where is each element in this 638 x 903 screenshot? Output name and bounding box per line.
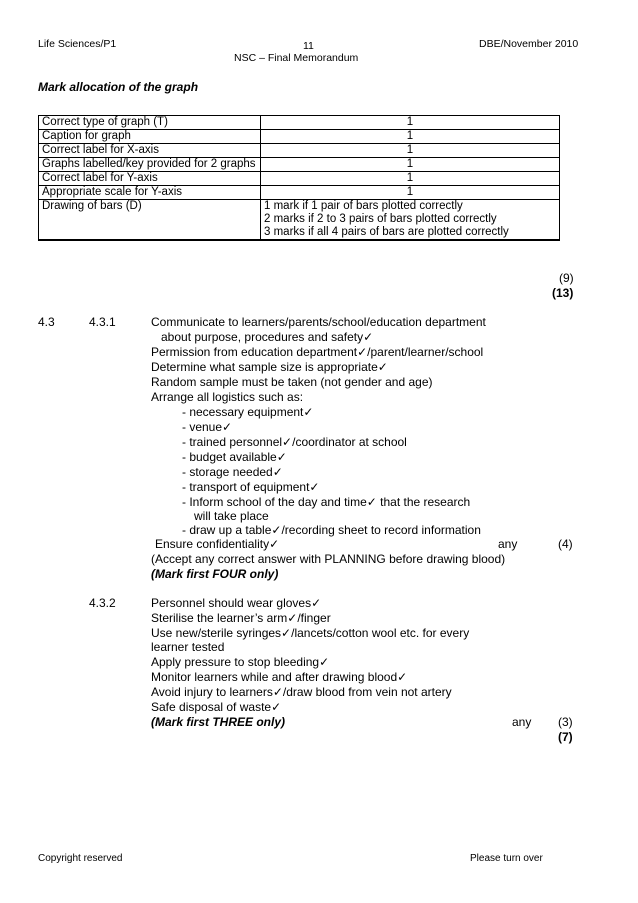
criterion-cell: Drawing of bars (D): [39, 200, 261, 241]
answer-line: (Accept any correct answer with PLANNING before drawing blood): [151, 552, 506, 566]
subquestion-number: 4.3.2: [89, 596, 116, 610]
footer-turn-over: Please turn over: [470, 853, 543, 864]
question-number: 4.3: [38, 315, 55, 329]
answer-line: Avoid injury to learners✓/draw blood from vein not artery: [151, 685, 452, 699]
answer-line: - budget available✓: [182, 450, 287, 464]
header-subtitle: NSC – Final Memorandum: [234, 52, 359, 64]
header-subject: Life Sciences/P1: [38, 38, 117, 50]
answer-line: Determine what sample size is appropriate✓: [151, 360, 388, 374]
mark-cell: 1: [261, 186, 560, 200]
footer-copyright: Copyright reserved: [38, 853, 123, 864]
table-subtotal: (9): [559, 271, 574, 285]
answer-line: Use new/sterile syringes✓/lancets/cotton wool etc. for every: [151, 626, 470, 640]
marking-instruction: (Mark first THREE only): [151, 715, 286, 729]
table-row: [39, 116, 560, 130]
answer-line: - transport of equipment✓: [182, 480, 320, 494]
table-row: [39, 130, 560, 144]
subquestion-number: 4.3.1: [89, 315, 116, 329]
question-mark: (4): [558, 537, 573, 551]
criterion-cell: Correct label for X-axis: [39, 144, 261, 158]
page-number: 11: [303, 40, 314, 52]
answer-line: - Inform school of the day and time✓ that the research: [182, 495, 471, 509]
answer-line: Ensure confidentiality✓: [155, 537, 280, 551]
marking-instruction: (Mark first FOUR only): [151, 567, 279, 581]
answer-line: - necessary equipment✓: [182, 405, 314, 419]
answer-line: Personnel should wear gloves✓: [151, 596, 322, 610]
table-row: [39, 186, 560, 200]
mark-cell: 1: [261, 116, 560, 130]
answer-line: - venue✓: [182, 420, 233, 434]
mark-cell: 1: [261, 144, 560, 158]
section-title: Mark allocation of the graph: [38, 80, 199, 94]
mark-cell: [261, 200, 560, 241]
question-total: (7): [558, 730, 573, 744]
answer-line: Sterilise the learner’s arm✓/finger: [151, 611, 331, 625]
answer-line: - trained personnel✓/coordinator at school: [182, 435, 407, 449]
answer-line: Safe disposal of waste✓: [151, 700, 282, 714]
question-mark: (3): [558, 715, 573, 729]
mark-cell: 1: [261, 172, 560, 186]
answer-line: Monitor learners while and after drawing blood✓: [151, 670, 408, 684]
table-row: [39, 200, 560, 241]
criterion-cell: Appropriate scale for Y-axis: [39, 186, 261, 200]
any-label: any: [498, 537, 518, 551]
header-date: DBE/November 2010: [479, 38, 579, 50]
table-row: [39, 144, 560, 158]
answer-line: about purpose, procedures and safety✓: [161, 330, 374, 344]
answer-line: - draw up a table✓/recording sheet to record information: [182, 523, 481, 537]
answer-line: Communicate to learners/parents/school/education department: [151, 315, 486, 329]
answer-line: - storage needed✓: [182, 465, 283, 479]
mark-cell: 1: [261, 130, 560, 144]
any-label: any: [512, 715, 532, 729]
answer-line: Apply pressure to stop bleeding✓: [151, 655, 330, 669]
mark-allocation-table: [38, 115, 560, 241]
answer-line: will take place: [194, 509, 269, 523]
mark-cell: 1: [261, 158, 560, 172]
table-row: [39, 158, 560, 172]
mark-line: 2 marks if 2 to 3 pairs of bars plotted correctly: [264, 213, 497, 225]
criterion-cell: Graphs labelled/key provided for 2 graphs: [39, 158, 261, 172]
answer-line: Permission from education department✓/parent/learner/school: [151, 345, 484, 359]
answer-line: Arrange all logistics such as:: [151, 390, 304, 404]
criterion-cell: Caption for graph: [39, 130, 261, 144]
table-total: (13): [552, 286, 574, 300]
table-row: [39, 172, 560, 186]
answer-line: learner tested: [151, 640, 225, 654]
criterion-cell: Correct type of graph (T): [39, 116, 261, 130]
mark-line: 3 marks if all 4 pairs of bars are plotted correctly: [264, 226, 509, 238]
criterion-cell: Correct label for Y-axis: [39, 172, 261, 186]
answer-line: Random sample must be taken (not gender and age): [151, 375, 433, 389]
mark-line: 1 mark if 1 pair of bars plotted correctly: [264, 200, 463, 212]
